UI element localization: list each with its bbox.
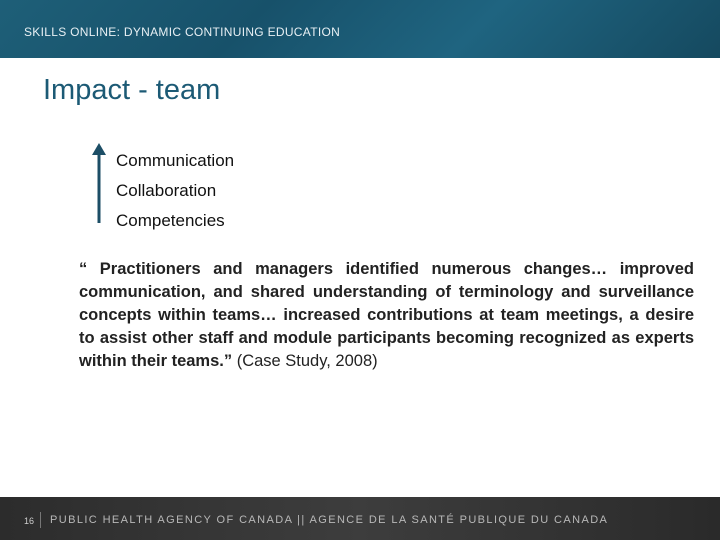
footer-divider xyxy=(40,512,41,528)
case-study-quote xyxy=(79,258,694,373)
page-number: 16 xyxy=(24,516,35,526)
footer-agency-name: PUBLIC HEALTH AGENCY OF CANADA || AGENCE DE LA SANTÉ PUBLIQUE DU CANADA xyxy=(50,514,609,526)
slide-title: Impact - team xyxy=(43,74,221,106)
impact-list xyxy=(116,146,234,236)
up-arrow-icon xyxy=(91,143,107,223)
quote-citation: (Case Study, 2008) xyxy=(232,352,378,370)
quote-text: “ Practitioners and managers identified numerous changes… improved communication, and shared understanding of terminology and surveillance concepts within teams… increased contributions at team meetings, a desire to assist other staff and module participants becoming recognized as experts within their teams.” xyxy=(79,260,694,370)
list-item: Collaboration xyxy=(116,181,217,200)
list-item: Communication xyxy=(116,151,235,170)
list-item: Competencies xyxy=(116,211,225,230)
header-title: SKILLS ONLINE: DYNAMIC CONTINUING EDUCATION xyxy=(24,25,341,39)
header-bar xyxy=(0,0,720,58)
